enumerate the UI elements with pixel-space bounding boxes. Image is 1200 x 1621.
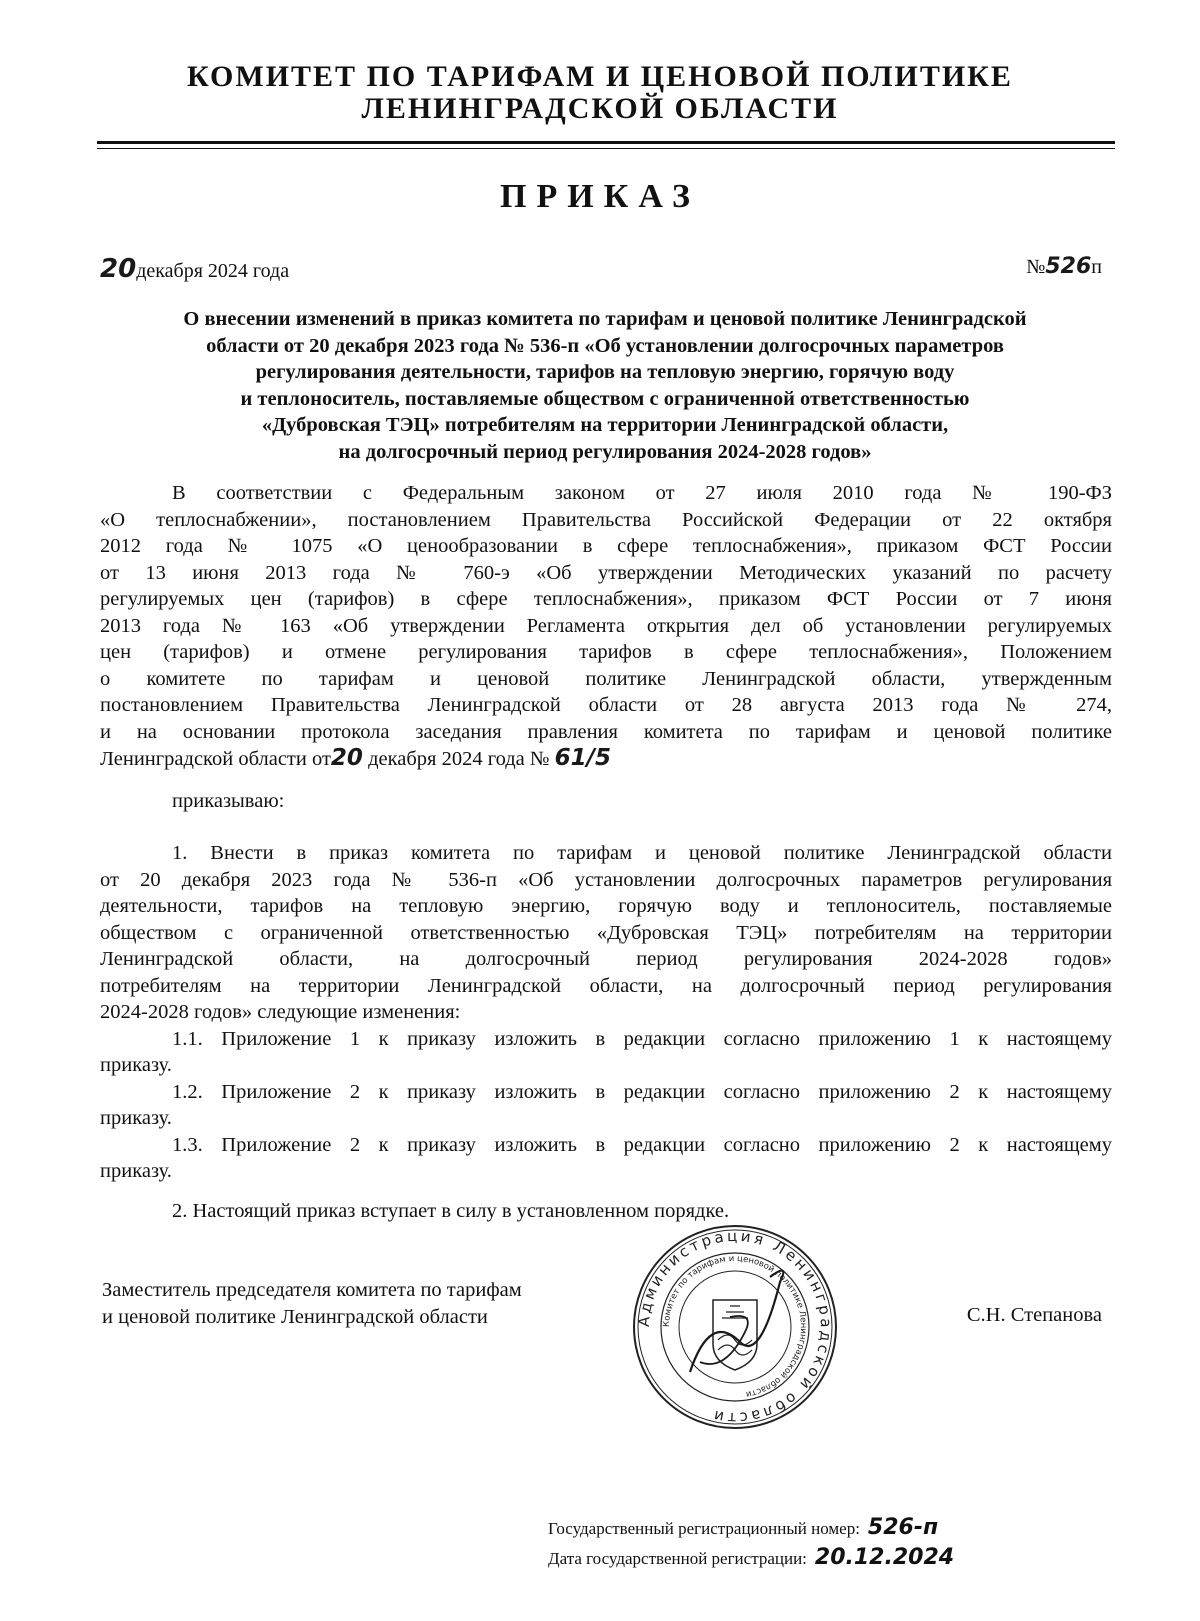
signature-scribble <box>690 1271 783 1372</box>
order-number <box>1026 254 1102 279</box>
svg-text:Комитет по тарифам и ценовой п <box>662 1254 808 1399</box>
subject-line: области от 20 декабря 2023 года № 536-п «Об установлении долгосрочных параметров <box>206 334 1004 357</box>
header-rule-thin <box>97 148 1115 149</box>
order-word: приказываю: <box>172 790 285 812</box>
sub-item-1-2-cont: приказу. <box>100 1107 172 1129</box>
registration-date-value: 20.12.2024 <box>814 1545 955 1570</box>
seal-inner-text: Комитет по тарифам и ценовой политике Ленинградской области <box>661 1253 809 1400</box>
item-1-line: 1. Внести в приказ комитета по тарифам и ценовой политике Ленинградской области <box>172 842 1112 864</box>
registration-number-label: Государственный регистрационный номер: <box>548 1519 860 1538</box>
preamble-line: о комитете по тарифам и ценовой политике Ленинградской области, утвержденным <box>100 667 1112 690</box>
committee-name-line1: КОМИТЕТ ПО ТАРИФАМ И ЦЕНОВОЙ ПОЛИТИКЕ <box>187 60 1013 93</box>
registration-number <box>548 1515 938 1540</box>
subject-line: регулирования деятельности, тарифов на тепловую энергию, горячую воду <box>255 361 955 383</box>
item-2-line: 2. Настоящий приказ вступает в силу в установленном порядке. <box>172 1200 730 1222</box>
handwritten-protocol-number: 61/5 <box>554 745 612 771</box>
number-suffix: п <box>1091 256 1102 278</box>
registration-date-label: Дата государственной регистрации: <box>548 1549 807 1568</box>
preamble-line: 2013 года № 163 «Об утверждении Регламента открытия дел об установлении регулируемых <box>100 614 1112 637</box>
signer-position <box>102 1277 522 1331</box>
order-word-block <box>100 788 1112 815</box>
handwritten-day: 20 <box>100 254 137 284</box>
preamble-line: и на основании протокола заседания правления комитета по тарифам и ценовой политике <box>100 720 1112 743</box>
sub-item-1-1-cont: приказу. <box>100 1054 172 1076</box>
item-1-line: от 20 декабря 2023 года № 536-п «Об установлении долгосрочных параметров регулирования <box>100 868 1112 891</box>
preamble-line: постановлением Правительства Ленинградской области от 28 августа 2013 года № 274, <box>100 694 1112 716</box>
preamble-line: цен (тарифов) и отмене регулирования тарифов в сфере теплоснабжения», Положением <box>100 641 1112 663</box>
committee-name-line2: ЛЕНИНГРАДСКОЙ ОБЛАСТИ <box>361 92 839 125</box>
item-1-line: Ленинградской области, на долгосрочный период регулирования 2024-2028 годов» <box>100 948 1112 970</box>
item-2-paragraph <box>100 1198 1112 1225</box>
preamble-line: 2012 года № 1075 «О ценообразовании в сфере теплоснабжения», приказом ФСТ России <box>100 535 1112 557</box>
signer-position-line: и ценовой политике Ленинградской области <box>102 1306 488 1328</box>
signer-position-line: Заместитель председателя комитета по тарифам <box>102 1279 522 1301</box>
sub-item-1-1: 1.1. Приложение 1 к приказу изложить в редакции согласно приложению 1 к настоящему <box>172 1027 1112 1050</box>
official-seal <box>630 1222 840 1432</box>
document-type-title: ПРИКАЗ <box>500 178 700 215</box>
seal-outer-text: Администрация Ленинградской области <box>634 1226 836 1428</box>
order-date-rest: декабря 2024 года <box>136 260 290 282</box>
preamble-paragraph <box>100 480 1112 773</box>
order-date <box>100 254 289 284</box>
registration-date <box>548 1545 954 1570</box>
subject-line: на долгосрочный период регулирования 2024-2028 годов» <box>338 440 872 463</box>
item-1-paragraph <box>100 840 1112 1185</box>
item-1-line: потребителям на территории Ленинградской области, на долгосрочный период регулирования <box>100 974 1112 997</box>
handwritten-number: 526 <box>1045 254 1092 279</box>
preamble-line: «О теплоснабжении», постановлением Правительства Российской Федерации от 22 октября <box>100 508 1112 531</box>
registration-number-value: 526-п <box>867 1515 939 1540</box>
number-sign: № <box>1026 256 1046 278</box>
item-1-line: обществом с ограниченной ответственностью «Дубровская ТЭЦ» потребителям на территории <box>100 921 1112 944</box>
order-subject <box>100 306 1110 465</box>
subject-line: «Дубровская ТЭЦ» потребителям на территории Ленинградской области, <box>261 414 949 436</box>
preamble-last-middle: декабря 2024 года № <box>368 748 550 770</box>
preamble-last-line <box>100 745 1112 773</box>
sub-item-1-2: 1.2. Приложение 2 к приказу изложить в редакции согласно приложению 2 к настоящему <box>172 1080 1112 1103</box>
preamble-line: регулируемых цен (тарифов) в сфере теплоснабжения», приказом ФСТ России от 7 июня <box>100 588 1112 610</box>
subject-line: О внесении изменений в приказ комитета по тарифам и ценовой политике Ленинградской <box>183 308 1027 330</box>
item-1-line: 2024-2028 годов» следующие изменения: <box>100 1001 461 1023</box>
item-1-line: деятельности, тарифов на тепловую энергию, горячую воду и теплоноситель, поставляемые <box>100 895 1112 917</box>
preamble-line: от 13 июня 2013 года № 760-э «Об утверждении Методических указаний по расчету <box>100 561 1112 584</box>
sub-item-1-3-cont: приказу. <box>100 1160 172 1182</box>
preamble-line: В соответствии с Федеральным законом от 27 июля 2010 года № 190-ФЗ <box>172 482 1112 504</box>
header-rule-thick <box>97 141 1115 144</box>
sub-item-1-3: 1.3. Приложение 2 к приказу изложить в редакции согласно приложению 2 к настоящему <box>172 1133 1112 1156</box>
signer-name: С.Н. Степанова <box>966 1304 1102 1326</box>
subject-line: и теплоноситель, поставляемые обществом с ограниченной ответственностью <box>240 387 970 410</box>
handwritten-protocol-day: 20 <box>330 745 363 771</box>
preamble-last-text: Ленинградской области от <box>100 748 331 770</box>
